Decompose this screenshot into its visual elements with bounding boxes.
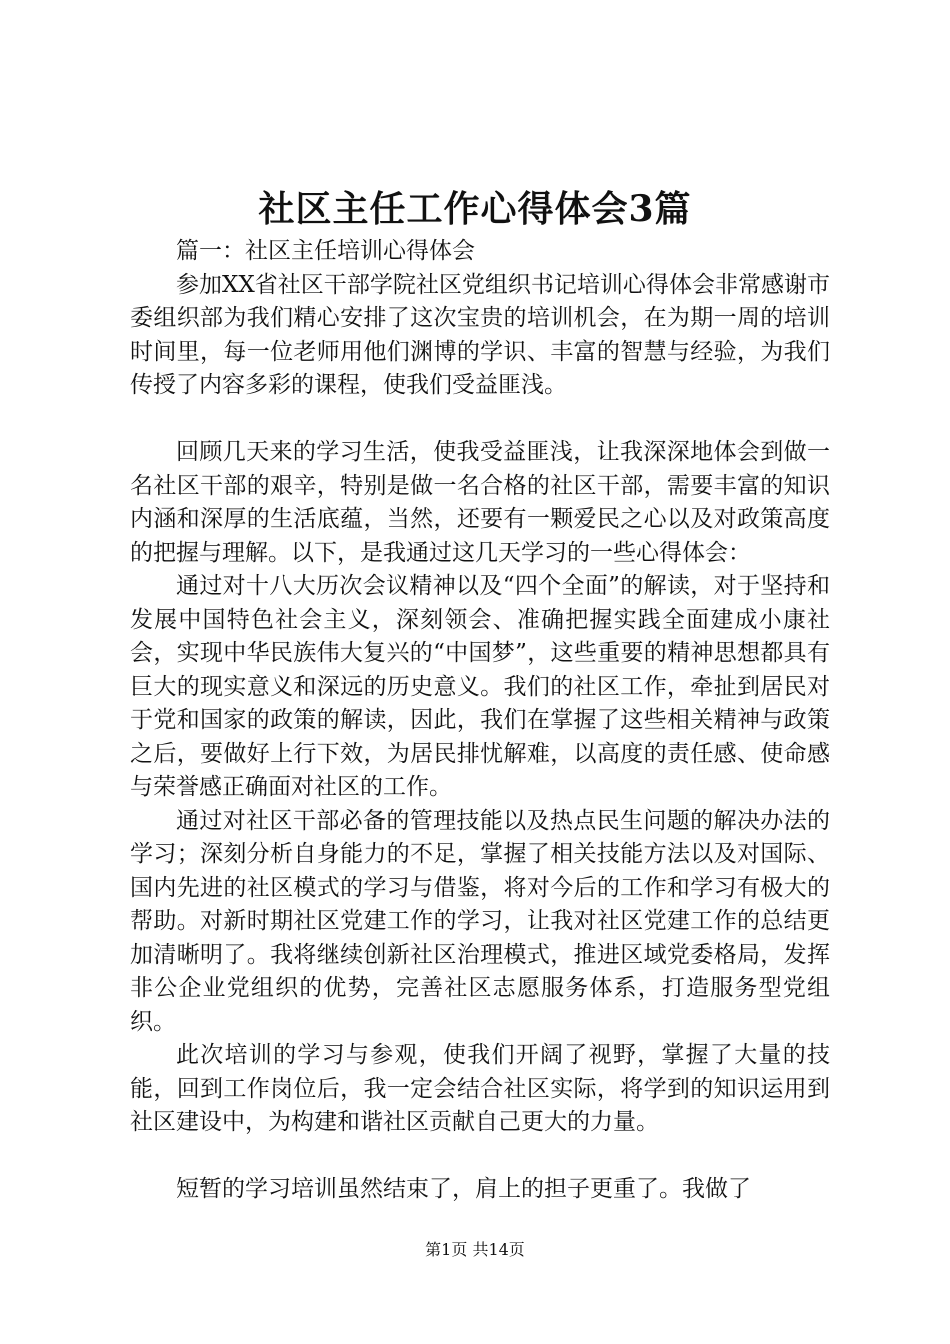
paragraph-5: 此次培训的学习与参观，使我们开阔了视野，掌握了大量的技能，回到工作岗位后，我一定会结合社区实际，将学到的知识运用到社区建设中，为构建和谐社区贡献自己更大的力量。 xyxy=(130,1042,830,1135)
paragraph-4: 通过对社区干部必备的管理技能以及热点民生问题的解决办法的学习；深刻分析自身能力的不足，掌握了相关技能方法以及对国际、国内先进的社区模式的学习与借鉴，将对今后的工作和学习有极大的帮助。对新时期社区党建工作的学习，让我对社区党建工作的总结更加清晰明了。我将继续创新社区治理模式，推进区域党委格局，发挥非公企业党组织的优势，完善社区志愿服务体系，打造服务型党组织。 xyxy=(130,807,830,1035)
document-body xyxy=(130,235,830,1207)
paragraph-1: 参加XX省社区干部学院社区党组织书记培训心得体会非常感谢市委组织部为我们精心安排了这次宝贵的培训机会，在为期一周的培训时间里，每一位老师用他们渊博的学识、丰富的智慧与经验，为我们传授了内容多彩的课程，使我们受益匪浅。 xyxy=(130,271,830,398)
paragraph-6: 短暂的学习培训虽然结束了，肩上的担子更重了。我做了 xyxy=(176,1176,751,1202)
document-title: 社区主任工作心得体会3篇 xyxy=(258,188,692,230)
paragraph-3: 通过对十八大历次会议精神以及“四个全面”的解读，对于坚持和发展中国特色社会主义，深刻领会、准确把握实践全面建成小康社会，实现中华民族伟大复兴的“中国梦”，这些重要的精神思想都具有巨大的现实意义和深远的历史意义。我们的社区工作，牵扯到居民对于党和国家的政策的解读，因此，我们在掌握了这些相关精神与政策之后，要做好上行下效，为居民排忧解难，以高度的责任感、使命感与荣誉感正确面对社区的工作。 xyxy=(130,573,830,800)
page-footer: 第1页 共14页 xyxy=(425,1240,525,1259)
section-heading: 篇一：社区主任培训心得体会 xyxy=(176,238,475,264)
paragraph-2: 回顾几天来的学习生活，使我受益匪浅，让我深深地体会到做一名社区干部的艰辛，特别是做一名合格的社区干部，需要丰富的知识内涵和深厚的生活底蕴，当然，还要有一颗爱民之心以及对政策高度的把握与理解。以下，是我通过这几天学习的一些心得体会： xyxy=(130,439,830,566)
